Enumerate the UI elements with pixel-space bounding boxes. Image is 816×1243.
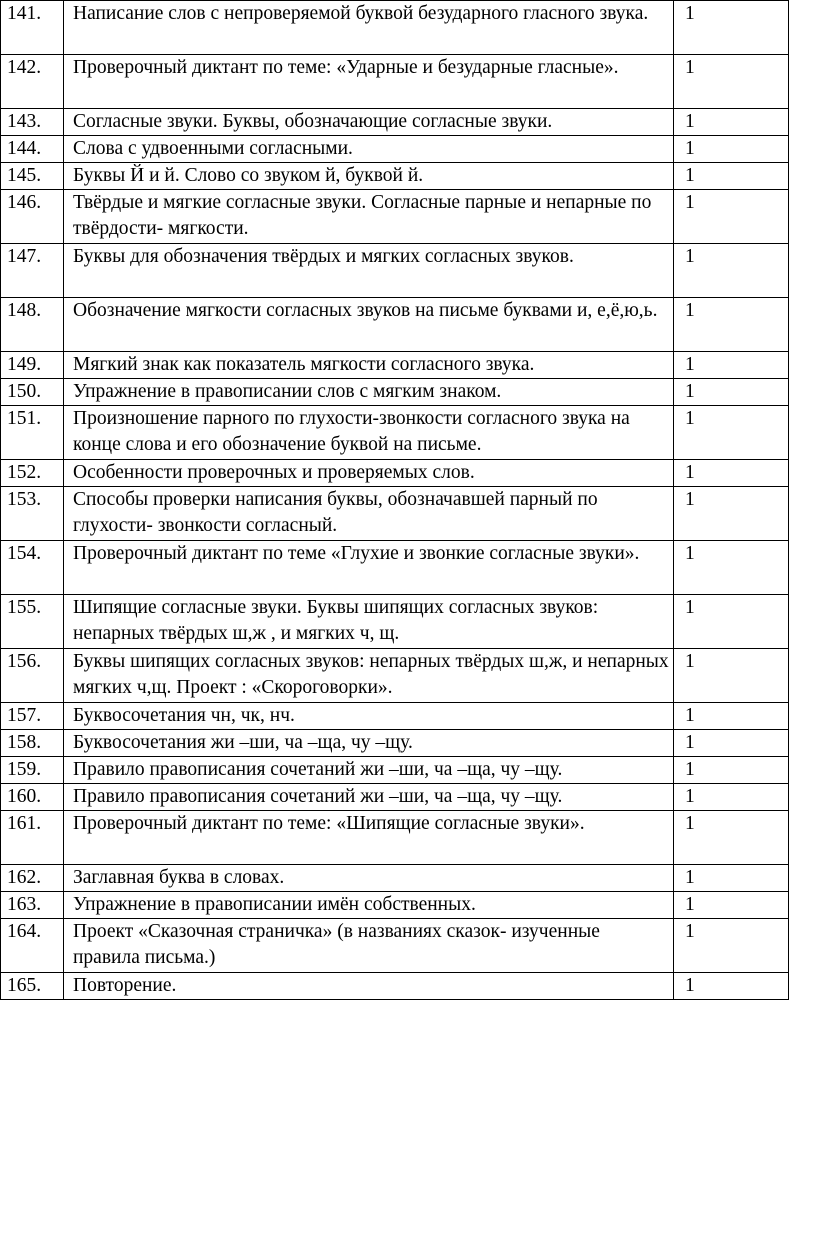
table-row — [1, 379, 789, 406]
lesson-topic: Шипящие согласные звуки. Буквы шипящих согласных звуков: непарных твёрдых ш,ж , и мягких ч, щ. — [64, 595, 674, 649]
lesson-number: 146. — [1, 190, 64, 244]
lesson-hours: 1 — [674, 406, 789, 460]
lesson-number: 145. — [1, 163, 64, 190]
table-row — [1, 190, 789, 244]
lesson-number: 153. — [1, 487, 64, 541]
table-row — [1, 784, 789, 811]
table-row — [1, 298, 789, 352]
lesson-number: 160. — [1, 784, 64, 811]
lesson-topic: Буквы для обозначения твёрдых и мягких согласных звуков. — [64, 244, 674, 298]
lesson-topic: Твёрдые и мягкие согласные звуки. Согласные парные и непарные по твёрдости- мягкости. — [64, 190, 674, 244]
lesson-number: 163. — [1, 892, 64, 919]
lesson-number: 142. — [1, 55, 64, 109]
table-row — [1, 892, 789, 919]
lesson-number: 161. — [1, 811, 64, 865]
lesson-hours: 1 — [674, 244, 789, 298]
lesson-topic: Проект «Сказочная страничка» (в названиях сказок- изученные правила письма.) — [64, 919, 674, 973]
table-row — [1, 730, 789, 757]
lesson-hours: 1 — [674, 892, 789, 919]
lesson-topic: Повторение. — [64, 973, 674, 1000]
lesson-hours: 1 — [674, 109, 789, 136]
lesson-number: 158. — [1, 730, 64, 757]
lesson-number: 147. — [1, 244, 64, 298]
lesson-number: 155. — [1, 595, 64, 649]
lesson-topic: Буквы шипящих согласных звуков: непарных твёрдых ш,ж, и непарных мягких ч,щ. Проект : «Скороговорки». — [64, 649, 674, 703]
lesson-hours: 1 — [674, 487, 789, 541]
lesson-number: 162. — [1, 865, 64, 892]
lesson-hours: 1 — [674, 460, 789, 487]
table-row — [1, 541, 789, 595]
lesson-number: 150. — [1, 379, 64, 406]
lesson-topic: Согласные звуки. Буквы, обозначающие согласные звуки. — [64, 109, 674, 136]
lesson-hours: 1 — [674, 190, 789, 244]
table-row — [1, 244, 789, 298]
lesson-topic: Заглавная буква в словах. — [64, 865, 674, 892]
lesson-number: 143. — [1, 109, 64, 136]
table-row — [1, 811, 789, 865]
lesson-hours: 1 — [674, 703, 789, 730]
lesson-number: 148. — [1, 298, 64, 352]
lesson-topic: Буквы Й и й. Слово со звуком й, буквой й. — [64, 163, 674, 190]
lesson-topic: Проверочный диктант по теме «Глухие и звонкие согласные звуки». — [64, 541, 674, 595]
lesson-hours: 1 — [674, 919, 789, 973]
table-row — [1, 1, 789, 55]
lesson-hours: 1 — [674, 352, 789, 379]
lesson-topic: Упражнение в правописании имён собственных. — [64, 892, 674, 919]
lesson-number: 144. — [1, 136, 64, 163]
lesson-hours: 1 — [674, 136, 789, 163]
lesson-topic: Правило правописания сочетаний жи –ши, ча –ща, чу –щу. — [64, 757, 674, 784]
lesson-hours: 1 — [674, 757, 789, 784]
lesson-hours: 1 — [674, 784, 789, 811]
table-row — [1, 487, 789, 541]
lesson-topic: Обозначение мягкости согласных звуков на письме буквами и, е,ё,ю,ь. — [64, 298, 674, 352]
lesson-number: 156. — [1, 649, 64, 703]
lesson-topic: Слова с удвоенными согласными. — [64, 136, 674, 163]
table-row — [1, 757, 789, 784]
table-row — [1, 649, 789, 703]
table-row — [1, 460, 789, 487]
table-row — [1, 55, 789, 109]
lesson-topic: Буквосочетания чн, чк, нч. — [64, 703, 674, 730]
lesson-number: 149. — [1, 352, 64, 379]
table-row — [1, 136, 789, 163]
lesson-topic: Проверочный диктант по теме: «Ударные и безударные гласные». — [64, 55, 674, 109]
lesson-number: 164. — [1, 919, 64, 973]
lesson-hours: 1 — [674, 865, 789, 892]
table-row — [1, 109, 789, 136]
lesson-hours: 1 — [674, 379, 789, 406]
lesson-number: 141. — [1, 1, 64, 55]
lesson-topic: Упражнение в правописании слов с мягким знаком. — [64, 379, 674, 406]
lesson-hours: 1 — [674, 1, 789, 55]
lesson-hours: 1 — [674, 55, 789, 109]
lesson-hours: 1 — [674, 298, 789, 352]
lesson-number: 165. — [1, 973, 64, 1000]
table-row — [1, 865, 789, 892]
lesson-hours: 1 — [674, 649, 789, 703]
lesson-number: 159. — [1, 757, 64, 784]
lesson-topic: Правило правописания сочетаний жи –ши, ча –ща, чу –щу. — [64, 784, 674, 811]
lesson-topic: Буквосочетания жи –ши, ча –ща, чу –щу. — [64, 730, 674, 757]
table-row — [1, 352, 789, 379]
lesson-number: 154. — [1, 541, 64, 595]
table-row — [1, 595, 789, 649]
lesson-hours: 1 — [674, 730, 789, 757]
lesson-hours: 1 — [674, 541, 789, 595]
lesson-topic: Мягкий знак как показатель мягкости согласного звука. — [64, 352, 674, 379]
lesson-number: 151. — [1, 406, 64, 460]
lesson-number: 157. — [1, 703, 64, 730]
table-row — [1, 406, 789, 460]
lesson-topic: Проверочный диктант по теме: «Шипящие согласные звуки». — [64, 811, 674, 865]
lesson-topic: Особенности проверочных и проверяемых слов. — [64, 460, 674, 487]
lesson-hours: 1 — [674, 973, 789, 1000]
lesson-topic: Написание слов с непроверяемой буквой безударного гласного звука. — [64, 1, 674, 55]
lesson-hours: 1 — [674, 595, 789, 649]
lesson-number: 152. — [1, 460, 64, 487]
lesson-topic: Способы проверки написания буквы, обозначавшей парный по глухости- звонкости согласный. — [64, 487, 674, 541]
lesson-hours: 1 — [674, 811, 789, 865]
table-row — [1, 703, 789, 730]
table-row — [1, 163, 789, 190]
lesson-topic: Произношение парного по глухости-звонкости согласного звука на конце слова и его обозначение буквой на письме. — [64, 406, 674, 460]
lesson-hours: 1 — [674, 163, 789, 190]
table-row — [1, 973, 789, 1000]
table-row — [1, 919, 789, 973]
